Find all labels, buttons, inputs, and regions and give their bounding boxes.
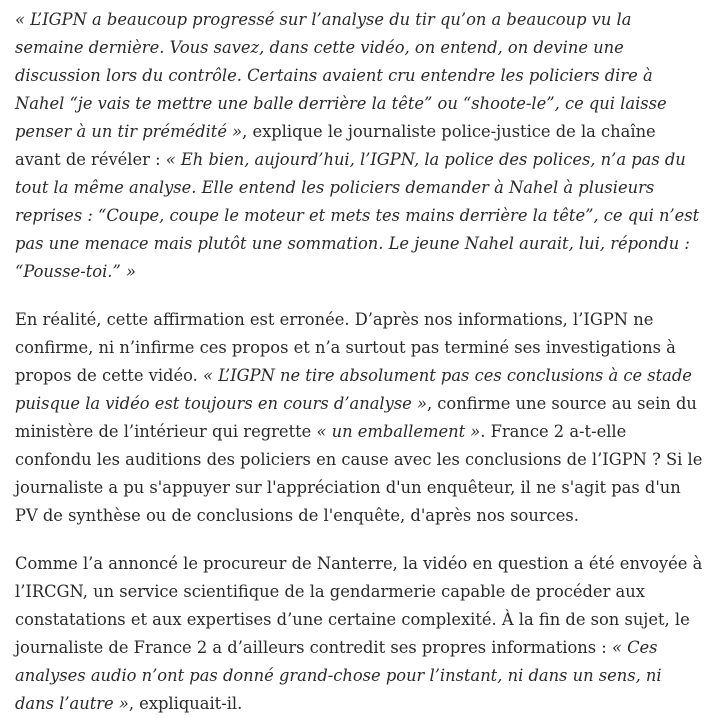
quote-audio-analyses: « Ces analyses audio n’ont pas donné grand-chose pour l’instant, ni dans un sens, ni dans l’autre » (15, 638, 662, 713)
paragraph-3 (15, 550, 705, 718)
attribution-text: , explique le journaliste police-justice de la chaîne avant de révéler : (15, 122, 656, 169)
quote-igpn-sommation: « Eh bien, aujourd’hui, l’IGPN, la police des polices, n’a pas du tout la même analyse. Elle entend les policiers demander à Nahel à plusieurs reprises : “Coupe, coupe le moteur et mets tes mains derrière la tête”, ce qui n’est pas une menace mais plutôt une sommation. Le jeune Nahel aurait, lui, répondu : “Pousse-toi.” » (15, 150, 700, 281)
body-text: En réalité, cette affirmation est erronée. D’après nos informations, l’IGPN ne confirme, ni n’infirme ces propos et n’a surtout pas terminé ses investigations à propos de cette vidéo. (15, 310, 676, 385)
body-text: Comme l’a annoncé le procureur de Nanterre, la vidéo en question a été envoyée à l’IRCGN, un service scientifique de la gendarmerie capable de procéder aux constatations et aux expertises d’une certaine complexité. À la fin de son sujet, le journaliste de France 2 a d’ailleurs contredit ses propres informations : (15, 554, 703, 657)
body-text: , expliquait-il. (128, 694, 243, 713)
quote-emballement: « un emballement » (316, 422, 481, 441)
quote-igpn-analysis: « L’IGPN a beaucoup progressé sur l’analyse du tir qu’on a beaucoup vu la semaine dernière. Vous savez, dans cette vidéo, on entend, on devine une discussion lors du contrôle. Certains avaient cru entendre les policiers dire à Nahel “je vais te mettre une balle derrière la tête” ou “shoote-le”, ce qui laisse penser à un tir prémédité » (15, 10, 667, 141)
body-text: . France 2 a-t-elle confondu les auditions des policiers en cause avec les conclusions de l’IGPN ? Si le journaliste a pu s'appuyer sur l'appréciation d'un enquêteur, il ne s'agit pas d'un PV de synthèse ou de conclusions de l'enquête, d'après nos sources. (15, 422, 703, 525)
paragraph-2 (15, 306, 705, 530)
body-text: , confirme une source au sein du ministère de l’intérieur qui regrette (15, 394, 697, 441)
paragraph-1 (15, 0, 705, 286)
quote-ministry-source: « L’IGPN ne tire absolument pas ces conclusions à ce stade puisque la vidéo est toujours en cours d’analyse » (15, 366, 692, 413)
